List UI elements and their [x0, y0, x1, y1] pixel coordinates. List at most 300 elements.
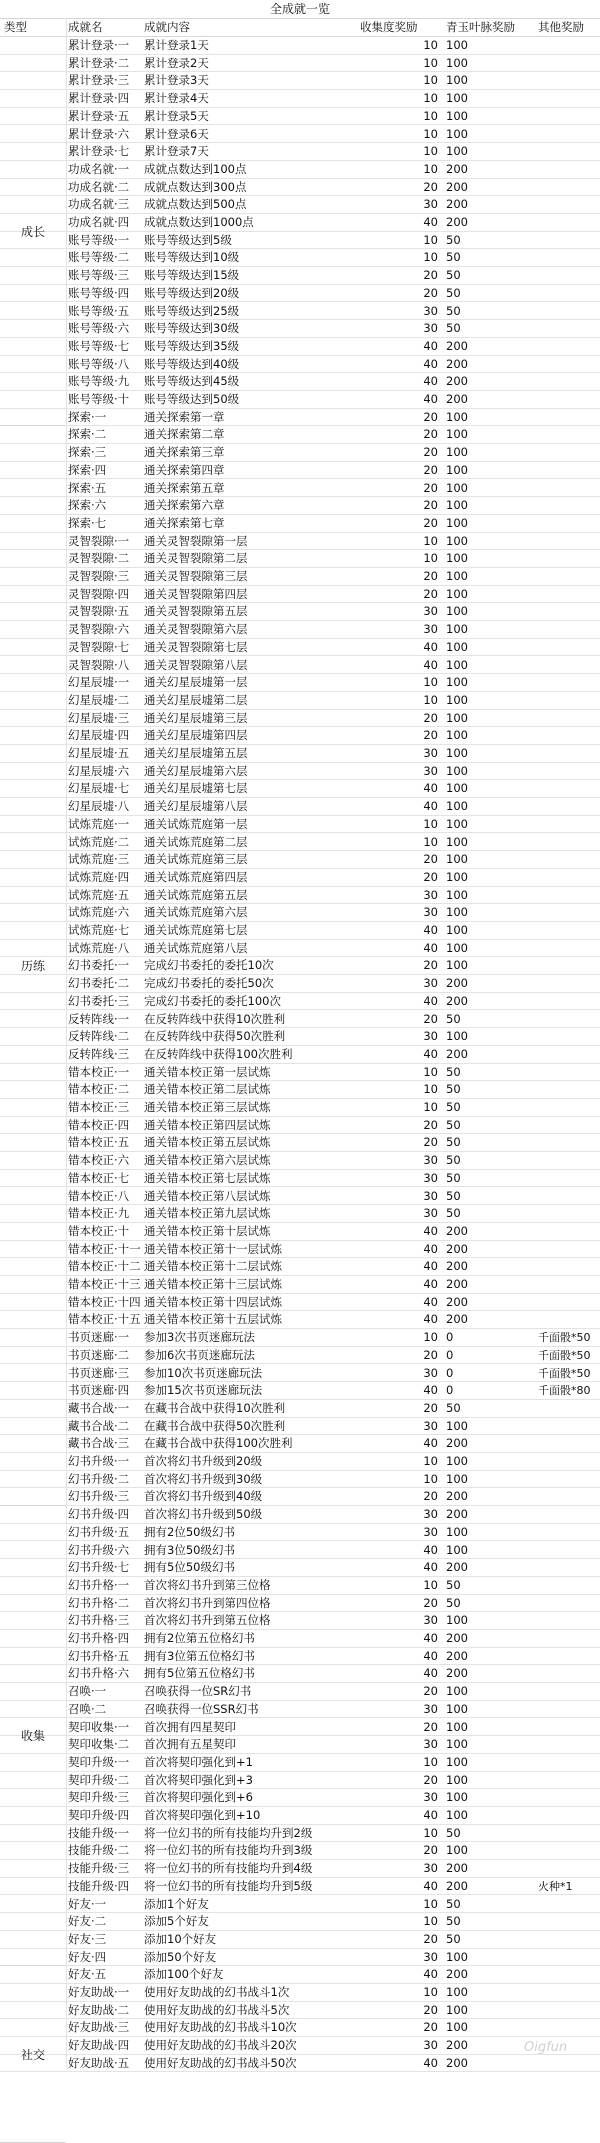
other-reward: 千面骰*50 [538, 1331, 591, 1345]
collection-reward: 10 [423, 1454, 438, 1468]
achievement-name: 探索·六 [68, 498, 107, 513]
achievement-name: 契印升级·一 [68, 1754, 130, 1769]
achievement-content: 在藏书合战中获得100次胜利 [144, 1436, 293, 1451]
collection-reward: 40 [423, 1666, 438, 1681]
jade-reward: 200 [446, 1666, 468, 1681]
achievement-name: 幻星辰墟·二 [68, 692, 130, 707]
achievement-content: 使用好友助战的幻书战斗1次 [144, 1985, 290, 1999]
achievement-name: 灵智裂隙·二 [68, 551, 130, 566]
collection-reward: 20 [423, 268, 438, 283]
achievement-content: 通关探索第三章 [144, 445, 225, 460]
collection-reward: 40 [423, 639, 438, 654]
table-row [0, 1630, 600, 1648]
achievement-content: 添加10个好友 [144, 1931, 217, 1946]
achievement-name: 账号等级·二 [68, 250, 130, 265]
achievement-name: 账号等级·八 [68, 356, 130, 371]
table-row [0, 1276, 600, 1294]
collection-reward: 40 [423, 1259, 438, 1274]
collection-reward: 30 [423, 1949, 438, 1964]
achievement-content: 完成幻书委托的委托100次 [144, 993, 281, 1008]
other-reward: 火种*1 [538, 1879, 573, 1893]
collection-reward: 20 [423, 1011, 438, 1026]
achievement-content: 通关错本校正第十一层试炼 [144, 1241, 282, 1256]
achievement-content: 拥有3位50级幻书 [144, 1542, 235, 1557]
achievement-content: 通关幻星辰墟第二层 [144, 692, 248, 707]
achievement-name: 幻书升格·五 [68, 1648, 130, 1663]
collection-reward: 40 [423, 1648, 438, 1663]
achievement-content: 通关灵智裂隙第八层 [144, 657, 248, 672]
achievement-name: 幻书升级·五 [68, 1524, 130, 1539]
jade-reward: 50 [446, 1117, 461, 1132]
achievement-content: 通关错本校正第四层试炼 [144, 1117, 271, 1132]
table-row [0, 1011, 600, 1029]
collection-reward: 10 [423, 551, 438, 566]
achievement-name: 错本校正·十四 [68, 1294, 141, 1309]
table-row [0, 1099, 600, 1117]
collection-reward: 10 [423, 91, 438, 106]
achievement-content: 通关灵智裂隙第三层 [144, 569, 248, 583]
table-row [0, 1365, 600, 1383]
achievement-content: 添加50个好友 [144, 1949, 217, 1964]
achievement-name: 幻星辰墟·八 [68, 799, 130, 814]
jade-reward: 100 [446, 73, 468, 88]
table-row [0, 320, 600, 338]
achievement-content: 通关错本校正第十五层试炼 [144, 1312, 282, 1327]
collection-reward: 40 [423, 1223, 438, 1238]
jade-reward: 200 [446, 197, 468, 212]
achievement-name: 错本校正·五 [68, 1135, 130, 1150]
achievement-name: 好友助战·二 [68, 2002, 130, 2017]
collection-reward: 20 [423, 445, 438, 460]
table-row [0, 2037, 600, 2055]
table-row [0, 1842, 600, 1860]
jade-reward: 200 [446, 1294, 468, 1309]
jade-reward: 200 [446, 1861, 468, 1876]
table-row [0, 1435, 600, 1453]
achievement-content: 通关幻星辰墟第八层 [144, 799, 248, 814]
table-row [0, 1860, 600, 1878]
jade-reward: 50 [446, 1931, 461, 1946]
achievement-name: 功成名就·四 [68, 215, 130, 229]
table-row [0, 816, 600, 834]
table-row [0, 1311, 600, 1329]
jade-reward: 200 [446, 1277, 468, 1291]
collection-reward: 40 [423, 940, 438, 955]
collection-reward: 40 [423, 993, 438, 1008]
jade-reward: 50 [446, 1153, 461, 1168]
jade-reward: 200 [446, 179, 468, 194]
achievement-name: 功成名就·二 [68, 179, 130, 194]
jade-reward: 100 [446, 799, 468, 814]
achievement-name: 账号等级·六 [68, 321, 130, 336]
collection-reward: 20 [423, 958, 438, 973]
achievement-content: 通关错本校正第六层试炼 [144, 1153, 271, 1168]
achievement-name: 反转阵线·三 [68, 1046, 130, 1061]
jade-reward: 100 [446, 1719, 468, 1734]
achievement-name: 试炼荒庭·三 [68, 852, 130, 867]
table-row [0, 586, 600, 604]
achievement-content: 将一位幻书的所有技能均升到4级 [144, 1861, 313, 1876]
header-name: 成就名 [68, 20, 103, 34]
header-content: 成就内容 [144, 20, 190, 34]
collection-reward: 10 [423, 126, 438, 141]
jade-reward: 100 [446, 38, 468, 52]
achievement-name: 错本校正·十一 [68, 1241, 141, 1256]
collection-reward: 20 [423, 409, 438, 424]
watermark: Oigfun [524, 2040, 568, 2055]
achievement-content: 通关错本校正第九层试炼 [144, 1206, 271, 1221]
table-row [0, 1418, 600, 1436]
achievement-name: 试炼荒庭·八 [68, 940, 130, 955]
collection-reward: 20 [423, 2002, 438, 2017]
column-divider [66, 18, 67, 2068]
table-row [0, 1612, 600, 1630]
jade-reward: 50 [446, 1188, 461, 1203]
other-reward: 千面骰*80 [538, 1384, 591, 1398]
achievement-content: 累计登录1天 [144, 38, 209, 52]
achievement-name: 功成名就·一 [68, 161, 130, 176]
collection-reward: 20 [423, 1400, 438, 1415]
achievement-name: 幻星辰墟·三 [68, 710, 130, 725]
table-row [0, 1878, 600, 1896]
collection-reward: 30 [423, 321, 438, 336]
achievement-content: 累计登录7天 [144, 144, 209, 159]
collection-reward: 30 [423, 1170, 438, 1185]
achievement-name: 好友助战·四 [68, 2038, 130, 2053]
table-row [0, 603, 600, 621]
collection-reward: 20 [423, 710, 438, 725]
table-row [0, 1913, 600, 1931]
achievement-content: 在藏书合战中获得50次胜利 [144, 1418, 286, 1433]
achievement-content: 账号等级达到15级 [144, 268, 240, 283]
jade-reward: 200 [446, 1436, 468, 1451]
table-row [0, 1736, 600, 1754]
table-row [0, 1984, 600, 2002]
achievement-content: 账号等级达到35级 [144, 338, 240, 353]
achievement-content: 首次将契印强化到+6 [144, 1790, 253, 1805]
jade-reward: 50 [446, 1896, 461, 1911]
jade-reward: 100 [446, 533, 468, 548]
achievement-content: 成就点数达到1000点 [144, 215, 254, 229]
collection-reward: 30 [423, 1613, 438, 1628]
jade-reward: 100 [446, 1524, 468, 1539]
achievement-content: 拥有3位第五位格幻书 [144, 1648, 255, 1663]
jade-reward: 100 [446, 108, 468, 123]
collection-reward: 10 [423, 834, 438, 849]
jade-reward: 100 [446, 1737, 468, 1752]
table-row [0, 285, 600, 303]
collection-reward: 40 [423, 1294, 438, 1309]
jade-reward: 50 [446, 1170, 461, 1185]
table-row [0, 1471, 600, 1489]
achievement-content: 通关幻星辰墟第四层 [144, 728, 248, 743]
table-row [0, 1665, 600, 1683]
jade-reward: 50 [446, 1206, 461, 1221]
achievement-content: 累计登录4天 [144, 91, 209, 106]
achievement-content: 召唤获得一位SSR幻书 [144, 1701, 259, 1716]
collection-reward: 30 [423, 2038, 438, 2053]
jade-reward: 100 [446, 498, 468, 513]
jade-reward: 0 [446, 1347, 454, 1362]
table-row [0, 851, 600, 869]
achievement-name: 好友·一 [68, 1896, 107, 1911]
table-row [0, 1577, 600, 1595]
jade-reward: 200 [446, 1312, 468, 1327]
achievement-content: 通关幻星辰墟第五层 [144, 746, 248, 760]
table-row [0, 657, 600, 675]
jade-reward: 200 [446, 374, 468, 389]
jade-reward: 100 [446, 675, 468, 690]
table-row [0, 993, 600, 1011]
table-row [0, 1506, 600, 1524]
achievement-name: 账号等级·十 [68, 392, 130, 406]
table-row [0, 143, 600, 161]
achievement-content: 首次拥有五星契印 [144, 1737, 236, 1752]
achievement-content: 添加5个好友 [144, 1914, 209, 1929]
jade-reward: 100 [446, 1754, 468, 1769]
achievement-name: 反转阵线·一 [68, 1011, 130, 1026]
achievement-content: 首次将幻书升级到40级 [144, 1489, 263, 1504]
achievement-name: 契印收集·二 [68, 1737, 130, 1752]
table-row [0, 1754, 600, 1772]
table-row [0, 1064, 600, 1082]
collection-reward: 20 [423, 1719, 438, 1734]
achievement-name: 幻书委托·二 [68, 976, 130, 991]
collection-reward: 30 [423, 1418, 438, 1433]
jade-reward: 100 [446, 763, 468, 778]
achievement-name: 账号等级·七 [68, 338, 130, 353]
jade-reward: 100 [446, 445, 468, 460]
collection-reward: 10 [423, 692, 438, 707]
table-row [0, 1081, 600, 1099]
collection-reward: 40 [423, 215, 438, 229]
collection-reward: 10 [423, 161, 438, 176]
jade-reward: 100 [446, 692, 468, 707]
table-row [0, 1524, 600, 1542]
achievement-content: 通关错本校正第十四层试炼 [144, 1294, 282, 1309]
collection-reward: 20 [423, 1843, 438, 1858]
type-group-label: 历练 [0, 426, 66, 1506]
jade-reward: 100 [446, 710, 468, 725]
collection-reward: 10 [423, 1825, 438, 1840]
achievement-name: 探索·七 [68, 515, 107, 530]
table-row [0, 922, 600, 940]
achievement-content: 通关错本校正第五层试炼 [144, 1135, 271, 1150]
collection-reward: 40 [423, 1967, 438, 1982]
achievement-content: 使用好友助战的幻书战斗20次 [144, 2038, 297, 2053]
achievement-content: 账号等级达到30级 [144, 321, 240, 336]
table-row [0, 1949, 600, 1967]
achievement-content: 通关探索第一章 [144, 409, 225, 424]
table-row [0, 480, 600, 498]
table-row [0, 639, 600, 657]
collection-reward: 30 [423, 1790, 438, 1805]
jade-reward: 100 [446, 1790, 468, 1805]
collection-reward: 10 [423, 1064, 438, 1079]
sheet-title: 全成就一览 [0, 0, 600, 19]
achievement-content: 通关错本校正第三层试炼 [144, 1100, 271, 1114]
jade-reward: 100 [446, 1949, 468, 1964]
achievement-name: 幻书升级·七 [68, 1560, 130, 1575]
collection-reward: 30 [423, 976, 438, 991]
collection-reward: 40 [423, 1878, 438, 1893]
achievement-content: 在反转阵线中获得50次胜利 [144, 1029, 286, 1044]
collection-reward: 20 [423, 285, 438, 300]
table-row [0, 1134, 600, 1152]
collection-reward: 40 [423, 923, 438, 937]
collection-reward: 40 [423, 392, 438, 406]
collection-reward: 20 [423, 728, 438, 743]
achievement-name: 契印收集·一 [68, 1719, 130, 1734]
collection-reward: 40 [423, 1631, 438, 1645]
collection-reward: 20 [423, 1489, 438, 1504]
collection-reward: 10 [423, 675, 438, 690]
collection-reward: 30 [423, 887, 438, 902]
achievement-content: 拥有2位第五位格幻书 [144, 1631, 255, 1645]
jade-reward: 100 [446, 940, 468, 955]
achievement-name: 藏书合战·一 [68, 1400, 130, 1415]
collection-reward: 10 [423, 232, 438, 247]
achievement-name: 试炼荒庭·五 [68, 887, 130, 902]
achievement-content: 通关试炼荒庭第七层 [144, 923, 248, 937]
jade-reward: 200 [446, 993, 468, 1008]
achievement-name: 书页迷廊·四 [68, 1383, 130, 1398]
table-row [0, 568, 600, 586]
table-row [0, 232, 600, 250]
jade-reward: 200 [446, 1507, 468, 1522]
table-row [0, 1931, 600, 1949]
jade-reward: 100 [446, 834, 468, 849]
achievement-name: 幻星辰墟·五 [68, 746, 130, 760]
achievement-content: 首次将幻书升级到30级 [144, 1471, 263, 1486]
table-row [0, 957, 600, 975]
header-other: 其他奖励 [538, 20, 584, 34]
jade-reward: 50 [446, 1011, 461, 1026]
achievement-name: 书页迷廊·三 [68, 1365, 130, 1380]
achievement-content: 添加100个好友 [144, 1967, 224, 1982]
collection-reward: 20 [423, 498, 438, 513]
collection-reward: 30 [423, 1524, 438, 1539]
jade-reward: 200 [446, 976, 468, 991]
table-row [0, 426, 600, 444]
achievement-name: 错本校正·八 [68, 1188, 130, 1203]
collection-reward: 40 [423, 799, 438, 814]
achievement-content: 账号等级达到40级 [144, 356, 240, 371]
jade-reward: 50 [446, 1064, 461, 1079]
table-row [0, 90, 600, 108]
collection-reward: 10 [423, 1577, 438, 1592]
collection-reward: 40 [423, 1277, 438, 1291]
achievement-name: 探索·四 [68, 462, 107, 477]
achievement-name: 灵智裂隙·一 [68, 533, 130, 548]
achievement-name: 探索·一 [68, 409, 107, 424]
table-row [0, 108, 600, 126]
achievement-name: 反转阵线·二 [68, 1029, 130, 1044]
achievement-name: 错本校正·十 [68, 1223, 130, 1238]
achievement-content: 通关探索第七章 [144, 515, 225, 530]
achievement-content: 通关灵智裂隙第五层 [144, 604, 248, 619]
achievement-name: 书页迷廊·二 [68, 1347, 130, 1362]
collection-reward: 10 [423, 38, 438, 52]
achievement-name: 错本校正·六 [68, 1153, 130, 1168]
table-row [0, 692, 600, 710]
table-row [0, 462, 600, 480]
table-row [0, 975, 600, 993]
achievement-name: 错本校正·十五 [68, 1312, 141, 1327]
achievement-name: 契印升级·三 [68, 1790, 130, 1805]
collection-reward: 30 [423, 1861, 438, 1876]
collection-reward: 10 [423, 1082, 438, 1097]
achievement-content: 将一位幻书的所有技能均升到3级 [144, 1843, 313, 1858]
table-row [0, 196, 600, 214]
achievement-content: 召唤获得一位SR幻书 [144, 1684, 252, 1699]
table-row [0, 1595, 600, 1613]
achievement-name: 错本校正·十三 [68, 1277, 141, 1291]
achievement-name: 功成名就·三 [68, 197, 130, 212]
table-row [0, 763, 600, 781]
jade-reward: 100 [446, 569, 468, 583]
achievement-content: 拥有2位50级幻书 [144, 1524, 235, 1539]
table-row [0, 727, 600, 745]
achievement-content: 累计登录6天 [144, 126, 209, 141]
achievement-name: 错本校正·七 [68, 1170, 130, 1185]
jade-reward: 200 [446, 2038, 468, 2053]
achievement-name: 好友·五 [68, 1967, 107, 1982]
collection-reward: 20 [423, 515, 438, 530]
table-row [0, 674, 600, 692]
achievement-name: 试炼荒庭·六 [68, 905, 130, 920]
jade-reward: 100 [446, 144, 468, 159]
jade-reward: 100 [446, 781, 468, 796]
achievement-name: 技能升级·二 [68, 1843, 130, 1858]
achievement-name: 累计登录·七 [68, 144, 130, 159]
achievement-content: 通关灵智裂隙第七层 [144, 639, 248, 654]
achievement-content: 通关试炼荒庭第三层 [144, 852, 248, 867]
achievement-content: 在反转阵线中获得10次胜利 [144, 1011, 286, 1026]
jade-reward: 100 [446, 409, 468, 424]
achievement-content: 完成幻书委托的委托50次 [144, 976, 274, 991]
table-row [0, 55, 600, 73]
achievement-name: 灵智裂隙·八 [68, 657, 130, 672]
table-row [0, 1772, 600, 1790]
achievement-content: 成就点数达到300点 [144, 179, 247, 194]
jade-reward: 200 [446, 1489, 468, 1504]
achievement-name: 技能升级·一 [68, 1825, 130, 1840]
achievement-content: 成就点数达到100点 [144, 161, 247, 176]
table-row [0, 869, 600, 887]
achievement-content: 累计登录5天 [144, 108, 209, 123]
achievement-content: 通关试炼荒庭第四层 [144, 869, 248, 884]
jade-reward: 100 [446, 1701, 468, 1716]
achievement-content: 通关错本校正第十层试炼 [144, 1223, 271, 1238]
achievement-name: 错本校正·三 [68, 1100, 130, 1114]
achievement-content: 通关错本校正第七层试炼 [144, 1170, 271, 1185]
jade-reward: 200 [446, 1648, 468, 1663]
jade-reward: 200 [446, 1259, 468, 1274]
collection-reward: 20 [423, 462, 438, 477]
collection-reward: 40 [423, 374, 438, 389]
jade-reward: 100 [446, 887, 468, 902]
achievement-name: 累计登录·一 [68, 38, 130, 52]
jade-reward: 200 [446, 161, 468, 176]
achievement-name: 账号等级·四 [68, 285, 130, 300]
achievement-name: 幻星辰墟·一 [68, 675, 130, 690]
jade-reward: 100 [446, 816, 468, 831]
table-header [0, 18, 600, 37]
table-row [0, 1046, 600, 1064]
jade-reward: 100 [446, 1843, 468, 1858]
achievement-name: 灵智裂隙·五 [68, 604, 130, 619]
